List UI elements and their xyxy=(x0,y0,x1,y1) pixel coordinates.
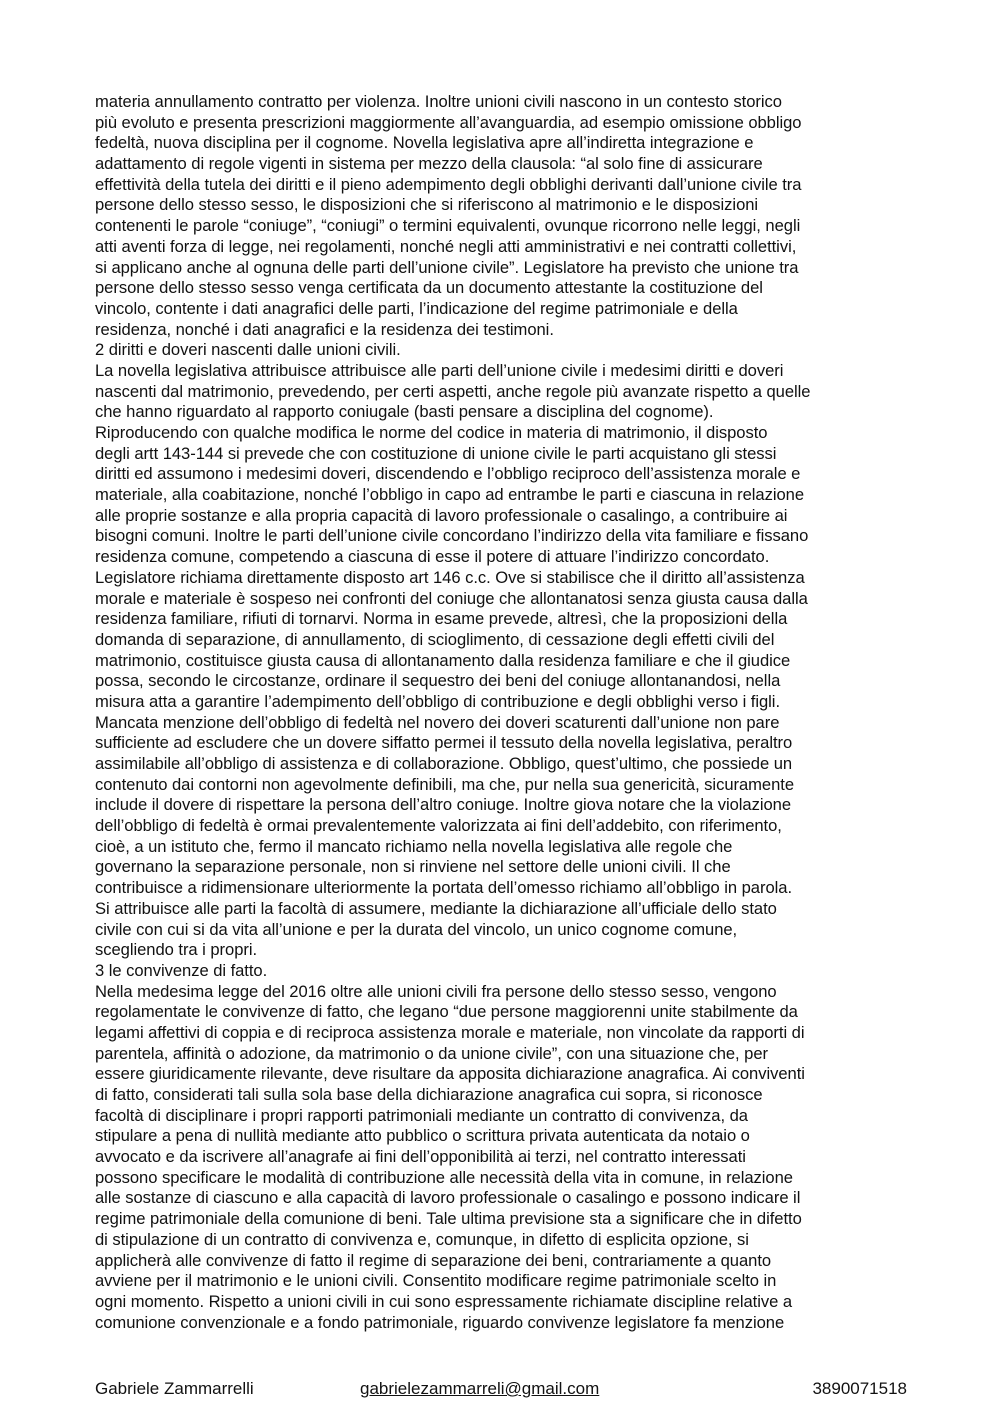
text-line: contribuisce a ridimensionare ulteriormente la portata dell’omesso richiamo all’obbligo in parola. xyxy=(95,878,793,898)
text-line: ogni momento. Rispetto a unioni civili in cui sono espressamente richiamate discipline relative a xyxy=(95,1291,793,1311)
text-line: domanda di separazione, di annullamento, di scioglimento, di cessazione degli effetti civili del xyxy=(95,629,775,649)
text-line: atti aventi forza di legge, nei regolamenti, nonché negli atti amministrativi e nei contratti collettivi, xyxy=(95,236,797,256)
text-line: alle sostanze di ciascuno e alla capacità di lavoro professionale o casalingo e possono indicare il xyxy=(95,1188,801,1208)
text-line: Legislatore richiama direttamente disposto art 146 c.c. Ove si stabilisce che il diritto all’assistenza xyxy=(95,567,805,587)
text-line: nascenti dal matrimonio, prevedendo, per certi aspetti, anche regole più avanzate rispetto a quelle xyxy=(95,381,811,401)
text-line: fedeltà, nuova disciplina per il cognome. Novella legislativa apre all’indiretta integrazione e xyxy=(95,133,754,153)
text-line: residenza comune, competendo a ciascuna di esse il potere di attuare l’indirizzo concordato. xyxy=(95,547,770,567)
footer-phone-number: 3890071518 xyxy=(812,1379,907,1398)
document-body xyxy=(95,92,915,1333)
text-line: diritti ed assumono i medesimi doveri, discendendo e l’obbligo reciproco dell’assistenza morale e xyxy=(95,464,801,484)
text-line: bisogni comuni. Inoltre le parti dell’unione civile concordano l’indirizzo della vita familiare e fissano xyxy=(95,526,809,546)
text-line: scegliendo tra i propri. xyxy=(95,940,258,960)
text-line: governano la separazione personale, non si rinviene nel settore delle unioni civili. Il che xyxy=(95,857,731,877)
text-line: adattamento di regole vigenti in sistema per mezzo della clausola: “al solo fine di assicurare xyxy=(95,154,763,174)
text-line: possa, secondo le circostanze, ordinare il sequestro dei beni del coniuge allontanandosi, nella xyxy=(95,671,781,691)
text-line: vincolo, contente i dati anagrafici delle parti, l’indicazione del regime patrimoniale e della xyxy=(95,298,738,318)
text-line: facoltà di disciplinare i propri rapporti patrimoniali mediante un contratto di convivenza, da xyxy=(95,1105,748,1125)
text-line: 2 diritti e doveri nascenti dalle unioni civili. xyxy=(95,340,401,360)
text-line: alle proprie sostanze e alla propria capacità di lavoro professionale o casalingo, a contribuire ai xyxy=(95,505,788,525)
text-line: misura atta a garantire l’adempimento dell’obbligo di contribuzione e degli obblighi verso i figli. xyxy=(95,691,781,711)
text-line: Nella medesima legge del 2016 oltre alle unioni civili fra persone dello stesso sesso, vengono xyxy=(95,981,777,1001)
text-line: residenza, nonché i dati anagrafici e la residenza dei testimoni. xyxy=(95,319,554,339)
footer-email-link[interactable]: gabrielezammarreli@gmail.com xyxy=(360,1379,600,1398)
text-line: persone dello stesso sesso, le disposizioni che si riferiscono al matrimonio e le disposizioni xyxy=(95,195,759,215)
text-line: parentela, affinità o adozione, da matrimonio o da unione civile”, con una situazione che, per xyxy=(95,1043,769,1063)
text-line: essere giuridicamente rilevante, deve risultare da apposita dichiarazione anagrafica. Ai conviventi xyxy=(95,1064,805,1084)
text-line: Si attribuisce alle parti la facoltà di assumere, mediante la dichiarazione all’ufficiale dello stato xyxy=(95,898,777,918)
text-line: stipulare a pena di nullità mediante atto pubblico o scrittura privata autenticata da notaio o xyxy=(95,1126,750,1146)
text-line: include il dovere di rispettare la persona dell’altro coniuge. Inoltre giova notare che la violazione xyxy=(95,795,791,815)
text-line: Riproducendo con qualche modifica le norme del codice in materia di matrimonio, il disposto xyxy=(95,423,768,442)
text-line: di fatto, considerati tali sulla sola base della dichiarazione anagrafica cui sopra, si riconosce xyxy=(95,1085,763,1104)
text-line: applicherà alle convivenze di fatto il regime di separazione dei beni, contrariamente a quanto xyxy=(95,1250,772,1270)
text-line: che hanno riguardato al rapporto coniugale (basti pensare a disciplina del cognome). xyxy=(95,402,714,422)
text-line: si applicano anche al ognuna delle parti dell’unione civile”. Legislatore ha previsto che unione tra xyxy=(95,257,799,277)
text-line: persone dello stesso sesso venga certificata da un documento attestante la costituzione del xyxy=(95,278,763,298)
text-line: assimilabile all’obbligo di assistenza e di collaborazione. Obbligo, quest’ultimo, che possiede un xyxy=(95,754,793,773)
text-line: contenenti le parole “coniuge”, “coniugi” o termini equivalenti, ovunque ricorrono nelle leggi, negli xyxy=(95,216,801,236)
text-line: sufficiente ad escludere che un dovere siffatto permei il tessuto della novella legislativa, peraltro xyxy=(95,733,793,753)
text-line: La novella legislativa attribuisce attribuisce alle parti dell’unione civile i medesimi diritti e doveri xyxy=(95,360,784,380)
text-line: Mancata menzione dell’obbligo di fedeltà nel novero dei doveri scaturenti dall’unione non pare xyxy=(95,712,780,732)
text-line: residenza familiare, rifiuti di tornarvi. Norma in esame prevede, altresì, che la proposizioni della xyxy=(95,609,788,629)
text-line: avviene per il matrimonio e le unioni civili. Consentito modificare regime patrimoniale scelto in xyxy=(95,1271,777,1291)
text-line: più evoluto e presenta prescrizioni maggiormente all’avanguardia, ad esempio omissione obbligo xyxy=(95,112,802,132)
text-line: avvocato e da iscrivere all’anagrafe ai fini dell’opponibilità ai terzi, nel contratto interessati xyxy=(95,1147,746,1167)
text-line: effettività della tutela dei diritti e il pieno adempimento degli obblighi derivanti dall’unione civile tra xyxy=(95,174,802,194)
text-line: 3 le convivenze di fatto. xyxy=(95,960,268,980)
text-line: degli artt 143-144 si prevede che con costituzione di unione civile le parti acquistano gli stessi xyxy=(95,443,777,463)
text-line: possono specificare le modalità di contribuzione alle necessità della vita in comune, in relazione xyxy=(95,1167,793,1187)
text-line: dell’obbligo di fedeltà è ormai prevalentemente valorizzata ai fini dell’addebito, con riferimento, xyxy=(95,816,782,836)
page-footer xyxy=(95,1377,907,1401)
text-line: regime patrimoniale della comunione di beni. Tale ultima previsione sta a significare che in difetto xyxy=(95,1209,802,1229)
text-line: cioè, a un istituto che, fermo il mancato richiamo nella novella legislativa alle regole che xyxy=(95,836,733,856)
text-line: matrimonio, costituisce giusta causa di allontanamento dalla residenza familiare e che il giudice xyxy=(95,650,791,670)
text-line: legami affettivi di coppia e di reciproca assistenza morale e materiale, non vincolate da rapporti di xyxy=(95,1022,805,1042)
text-line: contenuto dai contorni non agevolmente definibili, ma che, pur nella sua genericità, sicuramente xyxy=(95,774,795,794)
text-line: regolamentate le convivenze di fatto, che legano “due persone maggiorenni unite stabilmente da xyxy=(95,1002,798,1022)
text-line: morale e materiale è sospeso nei confronti del coniuge che allontanatosi senza giusta causa dalla xyxy=(95,588,808,608)
text-line: di stipulazione di un contratto di convivenza e, comunque, in difetto di esplicita opzione, si xyxy=(95,1229,749,1249)
text-line: materiale, alla coabitazione, nonché l’obbligo in capo ad entrambe le parti e ciascuna in relazione xyxy=(95,485,805,505)
footer-author-name: Gabriele Zammarrelli xyxy=(95,1379,254,1398)
text-line: materia annullamento contratto per violenza. Inoltre unioni civili nascono in un contesto storico xyxy=(95,92,782,111)
text-line: civile con cui si da vita all’unione e per la durata del vincolo, un unico cognome comune, xyxy=(95,919,738,939)
text-line: comunione convenzionale e a fondo patrimoniale, riguardo convivenze legislatore fa menzione xyxy=(95,1312,785,1332)
